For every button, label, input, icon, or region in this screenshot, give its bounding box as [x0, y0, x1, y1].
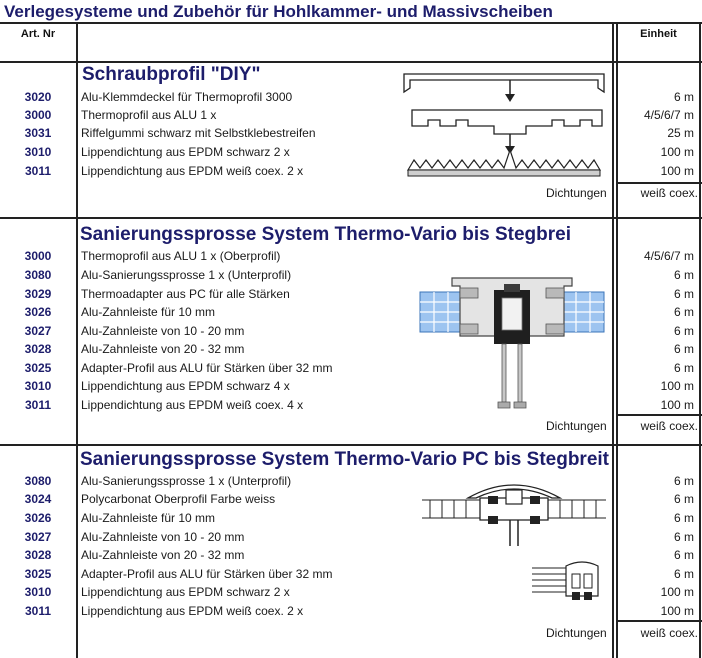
section-title: Schraubprofil "DIY" [82, 64, 261, 85]
art-number: 3080 [24, 474, 52, 488]
item-description: Thermoprofil aus ALU 1 x (Oberprofil) [81, 249, 281, 263]
section-title: Sanierungssprosse System Thermo-Vario PC bis Stegbreit [80, 449, 609, 470]
item-description: Alu-Sanierungssprosse 1 x (Unterprofil) [81, 474, 292, 488]
item-description: Lippendichtung aus EPDM schwarz 2 x [81, 145, 290, 159]
item-unit: 25 m [667, 126, 694, 140]
thermo-vario-pc-drawing-icon [416, 474, 612, 554]
item-description: Lippendichtung aus EPDM schwarz 4 x [81, 379, 290, 393]
item-description: Riffelgummi schwarz mit Selbstklebestreifen [81, 126, 316, 140]
footer-unit: weiß coex. [640, 626, 698, 640]
footer-label: Dichtungen [546, 419, 607, 433]
header-einheit: Einheit [640, 28, 677, 40]
item-unit: 100 m [660, 585, 694, 599]
item-unit: 6 m [673, 530, 694, 544]
item-description: Adapter-Profil aus ALU für Stärken über 32 mm [81, 567, 333, 581]
art-number: 3025 [24, 361, 52, 375]
item-description: Alu-Zahnleiste von 10 - 20 mm [81, 530, 245, 544]
adapter-profile-drawing-icon [528, 560, 612, 608]
item-unit: 100 m [660, 164, 694, 178]
item-unit: 4/5/6/7 m [643, 108, 694, 122]
unit-divider [616, 182, 702, 184]
footer-unit: weiß coex. [640, 186, 698, 200]
art-number: 3031 [24, 126, 52, 140]
item-description: Alu-Zahnleiste von 20 - 32 mm [81, 548, 245, 562]
item-unit: 6 m [673, 342, 694, 356]
item-description: Alu-Klemmdeckel für Thermoprofil 3000 [81, 90, 293, 104]
art-number: 3011 [24, 604, 52, 618]
art-number: 3028 [24, 548, 52, 562]
art-number: 3020 [24, 90, 52, 104]
unit-divider [616, 620, 702, 622]
item-unit: 6 m [673, 474, 694, 488]
item-description: Adapter-Profil aus ALU für Stärken über 32 mm [81, 361, 333, 375]
art-number: 3000 [24, 249, 52, 263]
art-number: 3011 [24, 398, 52, 412]
footer-unit: weiß coex. [640, 419, 698, 433]
item-unit: 6 m [673, 361, 694, 375]
item-unit: 6 m [673, 268, 694, 282]
item-description: Lippendichtung aus EPDM schwarz 2 x [81, 585, 290, 599]
header-divider [0, 61, 702, 63]
art-number: 3010 [24, 379, 52, 393]
art-number: 3010 [24, 585, 52, 599]
art-number: 3011 [24, 164, 52, 178]
item-description: Alu-Zahnleiste von 10 - 20 mm [81, 324, 245, 338]
item-description: Lippendichtung aus EPDM weiß coex. 2 x [81, 604, 304, 618]
thermo-vario-drawing-icon [414, 262, 610, 410]
item-unit: 6 m [673, 305, 694, 319]
schraubprofil-drawing-icon [398, 64, 612, 182]
item-description: Thermoadapter aus PC für alle Stärken [81, 287, 290, 301]
item-description: Lippendichtung aus EPDM weiß coex. 4 x [81, 398, 304, 412]
item-unit: 6 m [673, 548, 694, 562]
item-unit: 4/5/6/7 m [643, 249, 694, 263]
art-number: 3029 [24, 287, 52, 301]
item-unit: 6 m [673, 511, 694, 525]
item-unit: 100 m [660, 145, 694, 159]
art-number: 3080 [24, 268, 52, 282]
art-number: 3024 [24, 492, 52, 506]
art-number: 3027 [24, 530, 52, 544]
item-description: Alu-Sanierungssprosse 1 x (Unterprofil) [81, 268, 292, 282]
footer-label: Dichtungen [546, 186, 607, 200]
item-unit: 6 m [673, 492, 694, 506]
page-title: Verlegesysteme und Zubehör für Hohlkammer- und Massivscheiben [4, 2, 553, 21]
art-number: 3027 [24, 324, 52, 338]
section-divider [0, 217, 702, 219]
footer-label: Dichtungen [546, 626, 607, 640]
art-number: 3026 [24, 511, 52, 525]
item-unit: 6 m [673, 324, 694, 338]
art-number: 3028 [24, 342, 52, 356]
item-unit: 6 m [673, 287, 694, 301]
section-divider [0, 444, 702, 446]
item-unit: 100 m [660, 604, 694, 618]
art-number: 3026 [24, 305, 52, 319]
section-title: Sanierungssprosse System Thermo-Vario bis Stegbrei [80, 224, 571, 245]
item-description: Alu-Zahnleiste von 20 - 32 mm [81, 342, 245, 356]
art-number: 3000 [24, 108, 52, 122]
art-number: 3010 [24, 145, 52, 159]
item-unit: 6 m [673, 90, 694, 104]
item-description: Polycarbonat Oberprofil Farbe weiss [81, 492, 276, 506]
art-number: 3025 [24, 567, 52, 581]
item-description: Alu-Zahnleiste für 10 mm [81, 511, 216, 525]
item-unit: 6 m [673, 567, 694, 581]
item-description: Thermoprofil aus ALU 1 x [81, 108, 217, 122]
item-description: Alu-Zahnleiste für 10 mm [81, 305, 216, 319]
item-description: Lippendichtung aus EPDM weiß coex. 2 x [81, 164, 304, 178]
item-unit: 100 m [660, 379, 694, 393]
unit-divider [616, 414, 702, 416]
header-art-nr: Art. Nr [20, 28, 56, 40]
item-unit: 100 m [660, 398, 694, 412]
